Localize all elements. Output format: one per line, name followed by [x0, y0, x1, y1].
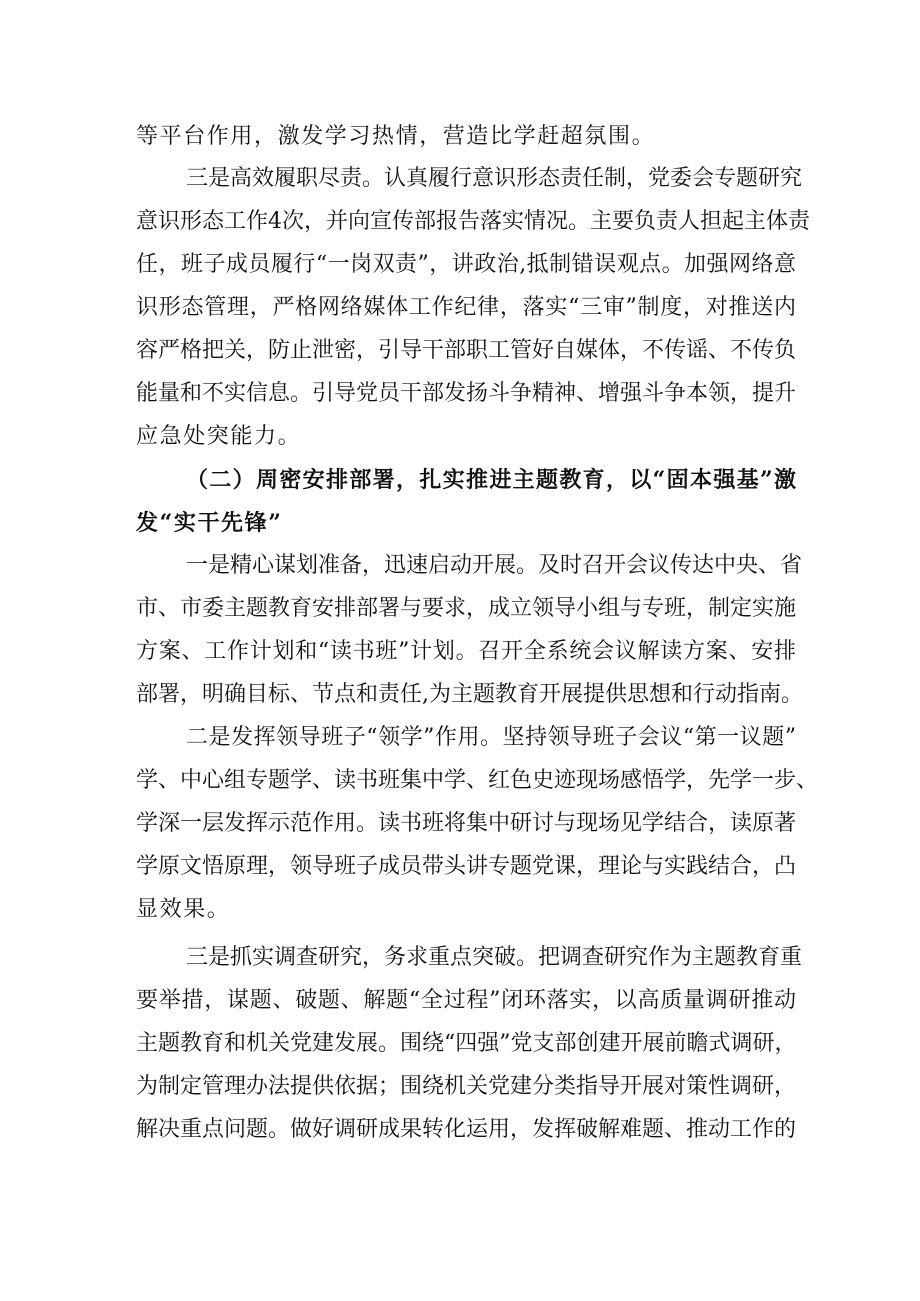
body-line: 市、市委主题教育安排部署与要求，成立领导小组与专班，制定实施 [136, 596, 797, 621]
body-line: 要举措，谋题、破题、解题“全过程”闭环落实，以高质量调研推动 [136, 988, 796, 1013]
body-line: 能量和不实信息。引导党员干部发扬斗争精神、增强斗争本领，提升 [136, 381, 797, 406]
body-line: 三是高效履职尽责。认真履行意识形态责任制，党委会专题研究 [186, 166, 803, 191]
section-heading: （二）周密安排部署，扎实推进主题教育，以“固本强基”激 [186, 467, 796, 493]
body-line: 二是发挥领导班子“领学”作用。坚持领导班子会议“第一议题” [186, 725, 796, 750]
body-line: 部署，明确目标、节点和责任,为主题教育开展提供思想和行动指南。 [136, 682, 803, 707]
body-line: 方案、工作计划和“读书班”计划。召开全系统会议解读方案、安排 [136, 639, 796, 664]
body-line: 应急处突能力。 [136, 424, 302, 449]
section-heading: 发“实干先锋” [136, 510, 283, 536]
body-line: 学、中心组专题学、读书班集中学、红色史迹现场感悟学，先学一步、 [136, 768, 819, 793]
body-line: 为制定管理办法提供依据；围绕机关党建分类指导开展对策性调研， [136, 1074, 797, 1099]
body-line: 三是抓实调查研究，务求重点突破。把调查研究作为主题教育重 [186, 945, 803, 970]
body-line: 学原文悟原理，领导班子成员带头讲专题党课，理论与实践结合，凸 [136, 854, 797, 879]
body-line: 显效果。 [136, 897, 231, 922]
body-line: 解决重点问题。做好调研成果转化运用，发挥破解难题、推动工作的 [136, 1117, 797, 1142]
body-line: 识形态管理，严格网络媒体工作纪律，落实“三审”制度，对推送内 [136, 295, 796, 320]
body-line: 主题教育和机关党建发展。围绕“四强”党支部创建开展前瞻式调研， [136, 1031, 797, 1056]
body-line: 容严格把关，防止泄密，引导干部职工管好自媒体，不传谣、不传负 [136, 338, 797, 363]
body-line: 意识形态工作4次，并向宣传部报告落实情况。主要负责人担起主体责 [136, 209, 810, 234]
body-line: 一是精心谋划准备，迅速启动开展。及时召开会议传达中央、省 [186, 553, 803, 578]
body-line: 学深一层发挥示范作用。读书班将集中研讨与现场见学结合，读原著 [136, 811, 797, 836]
body-line: 等平台作用，激发学习热情，营造比学赶超氛围。 [136, 124, 656, 149]
body-line: 任，班子成员履行“一岗双责”，讲政治,抵制错误观点。加强网络意 [136, 252, 796, 277]
